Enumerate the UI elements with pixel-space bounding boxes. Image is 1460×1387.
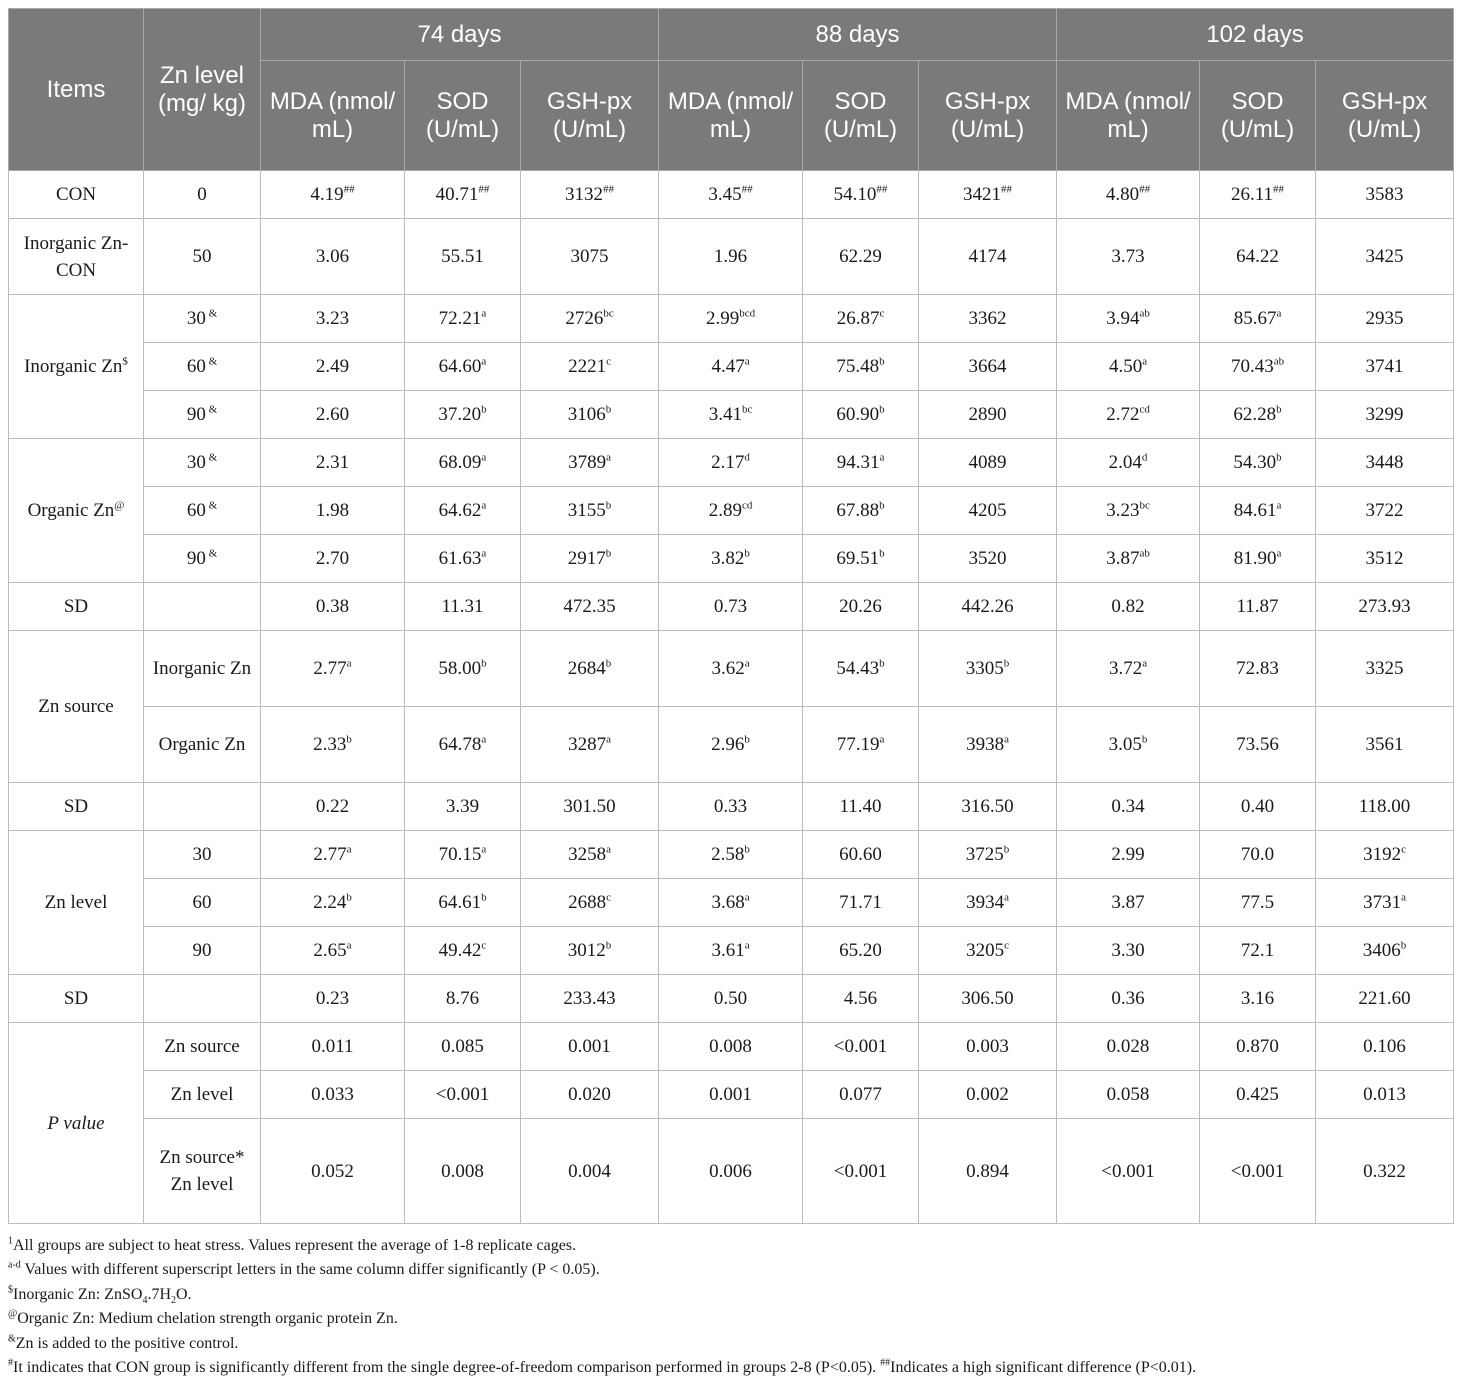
table-row: [9, 831, 1454, 879]
value-cell: 3012$^b$: [521, 927, 659, 975]
value-cell: 3.87$^{ab}$: [1057, 535, 1200, 583]
value-cell: 3725$^b$: [919, 831, 1057, 879]
value-cell: 0.38: [261, 583, 405, 631]
value-cell: 94.31$^a$: [803, 439, 919, 487]
value-cell: 3.39: [405, 783, 521, 831]
value-cell: 0.028: [1057, 1023, 1200, 1071]
value-cell: 0.002: [919, 1071, 1057, 1119]
value-cell: 3583: [1316, 171, 1454, 219]
value-cell: 2917$^b$: [521, 535, 659, 583]
table-row: [9, 1119, 1454, 1224]
value-cell: 73.56: [1200, 707, 1316, 783]
table-row: [9, 535, 1454, 583]
table-row: [9, 707, 1454, 783]
value-cell: 3938$^a$: [919, 707, 1057, 783]
footnote: @Organic Zn: Medium chelation strength organic protein Zn.: [8, 1308, 398, 1328]
value-cell: 3.94$^{ab}$: [1057, 295, 1200, 343]
data-table: [8, 8, 1454, 1224]
value-cell: 2.60: [261, 391, 405, 439]
value-cell: 84.61$^a$: [1200, 487, 1316, 535]
zn-level-cell: 0: [144, 171, 261, 219]
value-cell: 3362: [919, 295, 1057, 343]
period-header: 102 days: [1057, 9, 1454, 61]
value-cell: 70.43$^{ab}$: [1200, 343, 1316, 391]
value-cell: 3520: [919, 535, 1057, 583]
value-cell: 233.43: [521, 975, 659, 1023]
group-label: Organic Zn@: [9, 439, 144, 583]
value-cell: 70.15$^a$: [405, 831, 521, 879]
zn-level-cell: [144, 975, 261, 1023]
value-cell: 2.04$^d$: [1057, 439, 1200, 487]
footnote: $^{a-d}$ Values with different superscript letters in the same column differ significantly (P < 0.05).: [8, 1260, 600, 1279]
value-cell: 0.40: [1200, 783, 1316, 831]
value-cell: 2935: [1316, 295, 1454, 343]
value-cell: 306.50: [919, 975, 1057, 1023]
value-cell: <0.001: [405, 1071, 521, 1119]
value-cell: 0.001: [659, 1071, 803, 1119]
value-cell: 67.88$^b$: [803, 487, 919, 535]
value-cell: 2.70: [261, 535, 405, 583]
table-row: [9, 927, 1454, 975]
value-cell: 3741: [1316, 343, 1454, 391]
value-cell: 3.62$^a$: [659, 631, 803, 707]
value-cell: 37.20$^b$: [405, 391, 521, 439]
table-row: [9, 439, 1454, 487]
zn-level-cell: Zn source* Zn level: [144, 1119, 261, 1224]
value-cell: 3.73: [1057, 219, 1200, 295]
table-row: [9, 583, 1454, 631]
table-row: [9, 1023, 1454, 1071]
table-row: [9, 631, 1454, 707]
value-cell: 75.48$^b$: [803, 343, 919, 391]
value-cell: 0.870: [1200, 1023, 1316, 1071]
value-cell: 77.5: [1200, 879, 1316, 927]
zn-level-cell: 90 &: [144, 391, 261, 439]
value-cell: 54.10##: [803, 171, 919, 219]
value-cell: 2.49: [261, 343, 405, 391]
value-cell: 0.006: [659, 1119, 803, 1224]
value-cell: 54.30$^b$: [1200, 439, 1316, 487]
value-cell: 3421##: [919, 171, 1057, 219]
table-row: [9, 487, 1454, 535]
group-label: Inorganic Zn$: [9, 295, 144, 439]
value-cell: 3155$^b$: [521, 487, 659, 535]
value-cell: <0.001: [1200, 1119, 1316, 1224]
value-cell: 118.00: [1316, 783, 1454, 831]
zn-level-cell: 30 &: [144, 295, 261, 343]
mda-header: MDA (nmol/ mL): [261, 61, 405, 171]
value-cell: 3406$^b$: [1316, 927, 1454, 975]
value-cell: 11.87: [1200, 583, 1316, 631]
value-cell: 61.63$^a$: [405, 535, 521, 583]
value-cell: 64.78$^a$: [405, 707, 521, 783]
value-cell: 0.058: [1057, 1071, 1200, 1119]
value-cell: 3512: [1316, 535, 1454, 583]
zn-level-cell: 50: [144, 219, 261, 295]
row-label: SD: [9, 975, 144, 1023]
zn-level-cell: [144, 783, 261, 831]
value-cell: 2.17$^d$: [659, 439, 803, 487]
row-label: SD: [9, 583, 144, 631]
value-cell: 3.23: [261, 295, 405, 343]
table-row: [9, 783, 1454, 831]
value-cell: 273.93: [1316, 583, 1454, 631]
value-cell: 3664: [919, 343, 1057, 391]
value-cell: 3934$^a$: [919, 879, 1057, 927]
value-cell: 0.008: [659, 1023, 803, 1071]
value-cell: 2.89$^{cd}$: [659, 487, 803, 535]
value-cell: 0.020: [521, 1071, 659, 1119]
table-row: [9, 1071, 1454, 1119]
value-cell: 26.11##: [1200, 171, 1316, 219]
value-cell: 81.90$^a$: [1200, 535, 1316, 583]
value-cell: 0.82: [1057, 583, 1200, 631]
value-cell: 3205$^c$: [919, 927, 1057, 975]
value-cell: 69.51$^b$: [803, 535, 919, 583]
value-cell: 3.06: [261, 219, 405, 295]
footnote: #It indicates that CON group is significantly different from the single degree-of-freedom comparison performed in groups 2-8 (P<0.05). ##Indicates a high significant difference (P<0.01).: [8, 1357, 1197, 1376]
value-cell: 4.56: [803, 975, 919, 1023]
period-header: 74 days: [261, 9, 659, 61]
zn-level-cell: [144, 583, 261, 631]
zn-level-cell: 90 &: [144, 535, 261, 583]
group-label: P value: [9, 1023, 144, 1224]
value-cell: 3.68$^a$: [659, 879, 803, 927]
value-cell: 49.42$^c$: [405, 927, 521, 975]
value-cell: 2.33$^b$: [261, 707, 405, 783]
value-cell: 2.58$^b$: [659, 831, 803, 879]
value-cell: 0.36: [1057, 975, 1200, 1023]
value-cell: 0.077: [803, 1071, 919, 1119]
value-cell: 2684$^b$: [521, 631, 659, 707]
table-row: [9, 879, 1454, 927]
zn-level-cell: Zn level: [144, 1071, 261, 1119]
value-cell: <0.001: [1057, 1119, 1200, 1224]
value-cell: 0.008: [405, 1119, 521, 1224]
value-cell: 20.26: [803, 583, 919, 631]
value-cell: 3425: [1316, 219, 1454, 295]
row-label: CON: [9, 171, 144, 219]
value-cell: 2.24$^b$: [261, 879, 405, 927]
value-cell: 0.22: [261, 783, 405, 831]
value-cell: 11.40: [803, 783, 919, 831]
value-cell: 64.61$^b$: [405, 879, 521, 927]
value-cell: 40.71##: [405, 171, 521, 219]
items-header: Items: [9, 9, 144, 171]
mda-header: MDA (nmol/ mL): [659, 61, 803, 171]
value-cell: 3287$^a$: [521, 707, 659, 783]
value-cell: 0.013: [1316, 1071, 1454, 1119]
value-cell: 3192$^c$: [1316, 831, 1454, 879]
value-cell: 0.425: [1200, 1071, 1316, 1119]
value-cell: 442.26: [919, 583, 1057, 631]
value-cell: 65.20: [803, 927, 919, 975]
value-cell: 0.106: [1316, 1023, 1454, 1071]
value-cell: 3325: [1316, 631, 1454, 707]
mda-header: MDA (nmol/ mL): [1057, 61, 1200, 171]
value-cell: 85.67$^a$: [1200, 295, 1316, 343]
value-cell: 64.22: [1200, 219, 1316, 295]
value-cell: 0.001: [521, 1023, 659, 1071]
zn-level-cell: 60: [144, 879, 261, 927]
value-cell: 0.003: [919, 1023, 1057, 1071]
value-cell: 2.77$^a$: [261, 631, 405, 707]
value-cell: 55.51: [405, 219, 521, 295]
row-label: Inorganic Zn- CON: [9, 219, 144, 295]
table-row: [9, 343, 1454, 391]
value-cell: 4089: [919, 439, 1057, 487]
zn-level-cell: 30: [144, 831, 261, 879]
value-cell: 301.50: [521, 783, 659, 831]
value-cell: 3561: [1316, 707, 1454, 783]
value-cell: <0.001: [803, 1119, 919, 1224]
value-cell: 62.29: [803, 219, 919, 295]
value-cell: <0.001: [803, 1023, 919, 1071]
value-cell: 0.73: [659, 583, 803, 631]
value-cell: 4174: [919, 219, 1057, 295]
value-cell: 2688$^c$: [521, 879, 659, 927]
value-cell: 3258$^a$: [521, 831, 659, 879]
value-cell: 3.87: [1057, 879, 1200, 927]
value-cell: 0.23: [261, 975, 405, 1023]
value-cell: 3.72$^a$: [1057, 631, 1200, 707]
footnote: $^1$All groups are subject to heat stress. Values represent the average of 1-8 replicate cages.: [8, 1235, 577, 1254]
sod-header: SOD (U/mL): [1200, 61, 1316, 171]
table-row: [9, 171, 1454, 219]
value-cell: 60.90$^b$: [803, 391, 919, 439]
value-cell: 0.033: [261, 1071, 405, 1119]
value-cell: 3.61$^a$: [659, 927, 803, 975]
zn-level-cell: Zn source: [144, 1023, 261, 1071]
value-cell: 62.28$^b$: [1200, 391, 1316, 439]
value-cell: 0.011: [261, 1023, 405, 1071]
value-cell: 2890: [919, 391, 1057, 439]
value-cell: 0.34: [1057, 783, 1200, 831]
footnotes: [8, 1234, 1453, 1380]
gsh-header: GSH-px (U/mL): [1316, 61, 1454, 171]
table-header: [9, 9, 1454, 171]
zn-level-cell: 30 &: [144, 439, 261, 487]
value-cell: 3.82$^b$: [659, 535, 803, 583]
value-cell: 68.09$^a$: [405, 439, 521, 487]
value-cell: 64.62$^a$: [405, 487, 521, 535]
value-cell: 0.322: [1316, 1119, 1454, 1224]
value-cell: 26.87$^c$: [803, 295, 919, 343]
value-cell: 3075: [521, 219, 659, 295]
value-cell: 3722: [1316, 487, 1454, 535]
footnote: &Zn is added to the positive control.: [8, 1333, 239, 1352]
period-header: 88 days: [659, 9, 1057, 61]
value-cell: 0.894: [919, 1119, 1057, 1224]
value-cell: 0.052: [261, 1119, 405, 1224]
value-cell: 64.60$^a$: [405, 343, 521, 391]
value-cell: 4.80##: [1057, 171, 1200, 219]
table-row: [9, 219, 1454, 295]
value-cell: 11.31: [405, 583, 521, 631]
value-cell: 3.45##: [659, 171, 803, 219]
value-cell: 3448: [1316, 439, 1454, 487]
table-row: [9, 975, 1454, 1023]
group-label: Zn source: [9, 631, 144, 783]
value-cell: $2726^{bc}$: [521, 295, 659, 343]
value-cell: 3132##: [521, 171, 659, 219]
value-cell: 472.35: [521, 583, 659, 631]
zn-level-cell: Organic Zn: [144, 707, 261, 783]
value-cell: 2.96$^b$: [659, 707, 803, 783]
value-cell: 4205: [919, 487, 1057, 535]
value-cell: 77.19$^a$: [803, 707, 919, 783]
value-cell: 71.71: [803, 879, 919, 927]
value-cell: 1.98: [261, 487, 405, 535]
gsh-header: GSH-px (U/mL): [919, 61, 1057, 171]
value-cell: 3305$^b$: [919, 631, 1057, 707]
value-cell: 2.31: [261, 439, 405, 487]
value-cell: 4.47$^a$: [659, 343, 803, 391]
sod-header: SOD (U/mL): [803, 61, 919, 171]
value-cell: 70.0: [1200, 831, 1316, 879]
value-cell: 3789$^a$: [521, 439, 659, 487]
value-cell: 2.77$^a$: [261, 831, 405, 879]
value-cell: 72.83: [1200, 631, 1316, 707]
value-cell: 60.60: [803, 831, 919, 879]
value-cell: 3731$^a$: [1316, 879, 1454, 927]
value-cell: 2.65$^a$: [261, 927, 405, 975]
footnote: $Inorganic Zn: $ZnSO_4.7H_2O$.: [8, 1284, 192, 1306]
value-cell: 0.33: [659, 783, 803, 831]
value-cell: 3.23$^{bc}$: [1057, 487, 1200, 535]
value-cell: 3106$^b$: [521, 391, 659, 439]
zn-level-cell: Inorganic Zn: [144, 631, 261, 707]
value-cell: 0.50: [659, 975, 803, 1023]
value-cell: 2221$^c$: [521, 343, 659, 391]
value-cell: 2.72$^{cd}$: [1057, 391, 1200, 439]
value-cell: 3.41$^{bc}$: [659, 391, 803, 439]
row-label: SD: [9, 783, 144, 831]
value-cell: 0.085: [405, 1023, 521, 1071]
value-cell: 0.004: [521, 1119, 659, 1224]
value-cell: 3.05$^b$: [1057, 707, 1200, 783]
table-row: [9, 391, 1454, 439]
value-cell: 2.99: [1057, 831, 1200, 879]
zn-level-cell: 90: [144, 927, 261, 975]
value-cell: 3.30: [1057, 927, 1200, 975]
zn-level-cell: 60 &: [144, 343, 261, 391]
zn-level-cell: 60 &: [144, 487, 261, 535]
value-cell: 8.76: [405, 975, 521, 1023]
value-cell: 316.50: [919, 783, 1057, 831]
group-label: Zn level: [9, 831, 144, 975]
value-cell: 58.00$^b$: [405, 631, 521, 707]
gsh-header: GSH-px (U/mL): [521, 61, 659, 171]
value-cell: 54.43$^b$: [803, 631, 919, 707]
value-cell: 221.60: [1316, 975, 1454, 1023]
value-cell: 72.21$^a$: [405, 295, 521, 343]
value-cell: 72.1: [1200, 927, 1316, 975]
value-cell: 3299: [1316, 391, 1454, 439]
zn-level-header: Zn level (mg/ kg): [144, 9, 261, 171]
value-cell: 1.96: [659, 219, 803, 295]
value-cell: 2.99$^{bcd}$: [659, 295, 803, 343]
value-cell: 4.50$^a$: [1057, 343, 1200, 391]
sod-header: SOD (U/mL): [405, 61, 521, 171]
value-cell: 3.16: [1200, 975, 1316, 1023]
value-cell: 4.19##: [261, 171, 405, 219]
table-row: [9, 295, 1454, 343]
